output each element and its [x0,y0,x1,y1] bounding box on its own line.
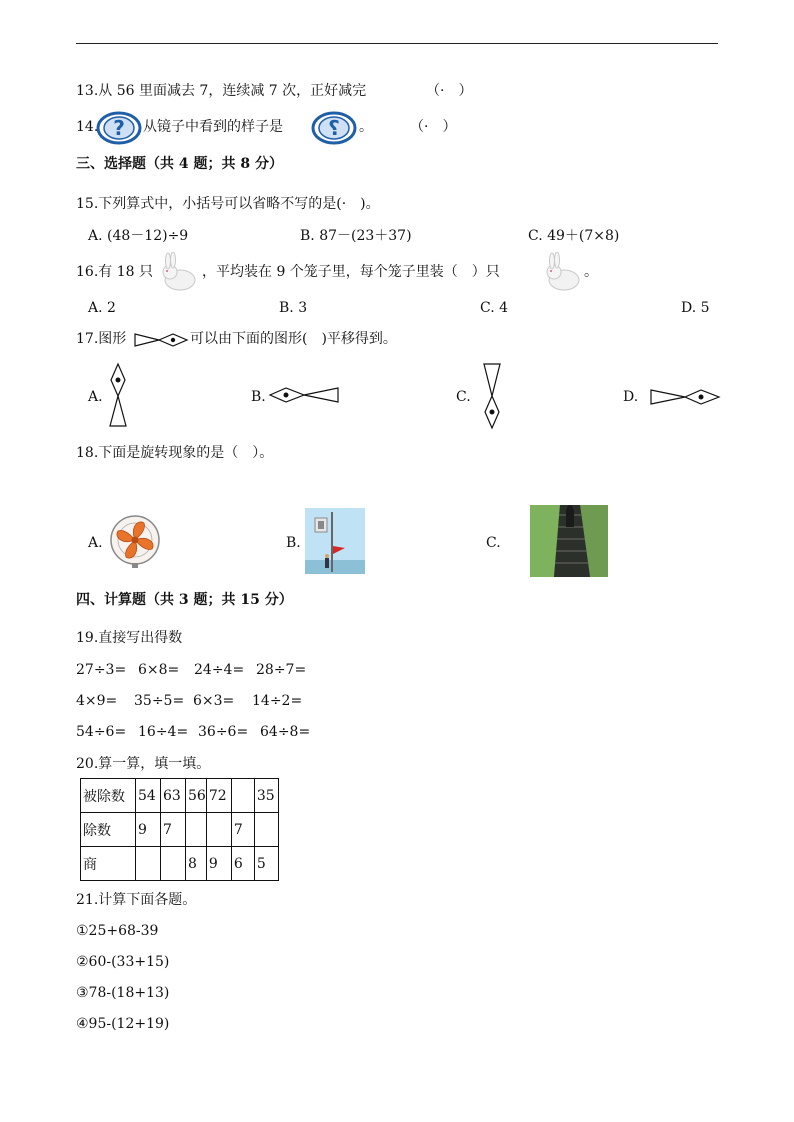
q19-expression: 16÷4= [138,724,189,740]
mirrored-question-mark-icon [310,110,358,146]
q21-item-3: ③78-(18+13) [76,985,170,1001]
table-cell[interactable] [231,779,254,813]
table-cell[interactable] [186,813,207,847]
q16-text-1: 16.有 18 只 [76,264,153,280]
q19-title: 19.直接写出得数 [76,630,183,646]
q17-figure-b [268,386,340,404]
escalator-image [530,505,608,577]
q19-row-1 [76,661,306,679]
q19-expression: 35÷5= [134,693,185,709]
q15-option-c[interactable]: C. 49＋(7×8) [528,228,620,244]
q19-expression: 24÷4= [194,662,245,678]
q17-text-2: 可以由下面的图形( )平移得到。 [190,331,397,347]
q19-expression: 4×9= [76,693,118,709]
q14-suffix: 。 [359,119,373,135]
table-cell[interactable]: 7 [231,813,254,847]
q16-option-d[interactable]: D. 5 [681,300,710,316]
q21-item-2: ②60-(33+15) [76,954,170,970]
header-rule [76,43,718,44]
q14-number: 14. [76,119,99,135]
q18-option-c[interactable]: C. [486,535,501,551]
svg-text:?: ? [113,116,125,140]
q17-option-d[interactable]: D. [623,389,639,405]
q13-answer-paren[interactable]: （· ） [426,83,473,99]
svg-text:?: ? [328,116,340,140]
q17-option-c[interactable]: C. [456,389,471,405]
q19-expression: 28÷7= [256,662,307,678]
q15-text: 15.下列算式中，小括号可以省略不写的是(· )。 [76,196,380,212]
q17-figure-a [109,362,127,428]
q19-expression: 64÷8= [260,724,311,740]
table-cell[interactable]: 5 [254,847,278,881]
table-cell[interactable]: 7 [161,813,186,847]
q20-title: 20.算一算，填一填。 [76,756,211,772]
q19-expression: 54÷6= [76,724,127,740]
table-cell[interactable]: 54 [136,779,161,813]
table-cell[interactable]: 56 [186,779,207,813]
q16-option-c[interactable]: C. 4 [480,300,509,316]
q17-figure-d [649,388,721,406]
q18-option-a[interactable]: A. [88,535,103,551]
q15-option-b[interactable]: B. 87－(23＋37) [300,228,412,244]
flag-raising-image [305,508,365,574]
table-cell[interactable]: 35 [254,779,278,813]
q13-text: 13.从 56 里面减去 7，连续减 7 次，正好减完 [76,83,367,99]
table-cell[interactable]: 72 [206,779,231,813]
table-row [81,847,279,881]
q15-option-a[interactable]: A. (48－12)÷9 [88,228,189,244]
q19-expression: 14÷2= [252,693,303,709]
table-cell[interactable]: 8 [186,847,207,881]
table-row [81,813,279,847]
section3-heading: 三、选择题（共 4 题；共 8 分） [76,156,283,172]
table-cell: 被除数 [81,779,136,813]
q16-option-b[interactable]: B. 3 [279,300,308,316]
q19-row-3 [76,723,310,741]
q16-text-3: 。 [584,264,598,280]
q19-row-2 [76,692,302,710]
bowtie-figure [133,332,189,348]
division-table [80,778,279,881]
rabbit-icon [542,252,584,292]
q17-figure-c [483,362,501,430]
table-row [81,779,279,813]
q14-answer-paren[interactable]: （· ） [410,119,457,135]
table-cell[interactable]: 6 [231,847,254,881]
table-cell[interactable] [206,813,231,847]
table-cell[interactable] [161,847,186,881]
q21-title: 21.计算下面各题。 [76,892,197,908]
table-cell: 商 [81,847,136,881]
q16-option-a[interactable]: A. 2 [88,300,116,316]
table-cell[interactable]: 63 [161,779,186,813]
q17-text-1: 17.图形 [76,331,127,347]
q18-text: 18.下面是旋转现象的是（ ）。 [76,445,274,461]
table-cell[interactable]: 9 [136,813,161,847]
q17-option-a[interactable]: A. [88,389,103,405]
q17-option-b[interactable]: B. [251,389,266,405]
q21-item-4: ④95-(12+19) [76,1016,170,1032]
q14-text: 从镜子中看到的样子是 [143,119,283,135]
rabbit-icon [158,252,200,292]
q19-expression: 36÷6= [198,724,249,740]
table-cell[interactable] [254,813,278,847]
q16-text-2: ，平均装在 9 个笼子里，每个笼子里装（ ）只 [202,264,500,280]
q19-expression: 6×8= [138,662,180,678]
q19-expression: 6×3= [193,693,235,709]
q18-option-b[interactable]: B. [286,535,301,551]
table-cell[interactable] [136,847,161,881]
q19-expression: 27÷3= [76,662,127,678]
table-cell: 除数 [81,813,136,847]
section4-heading: 四、计算题（共 3 题；共 15 分） [76,592,293,608]
table-cell[interactable]: 9 [206,847,231,881]
q21-item-1: ①25+68-39 [76,923,159,939]
electric-fan-image [108,513,162,569]
question-mark-icon [96,110,142,146]
